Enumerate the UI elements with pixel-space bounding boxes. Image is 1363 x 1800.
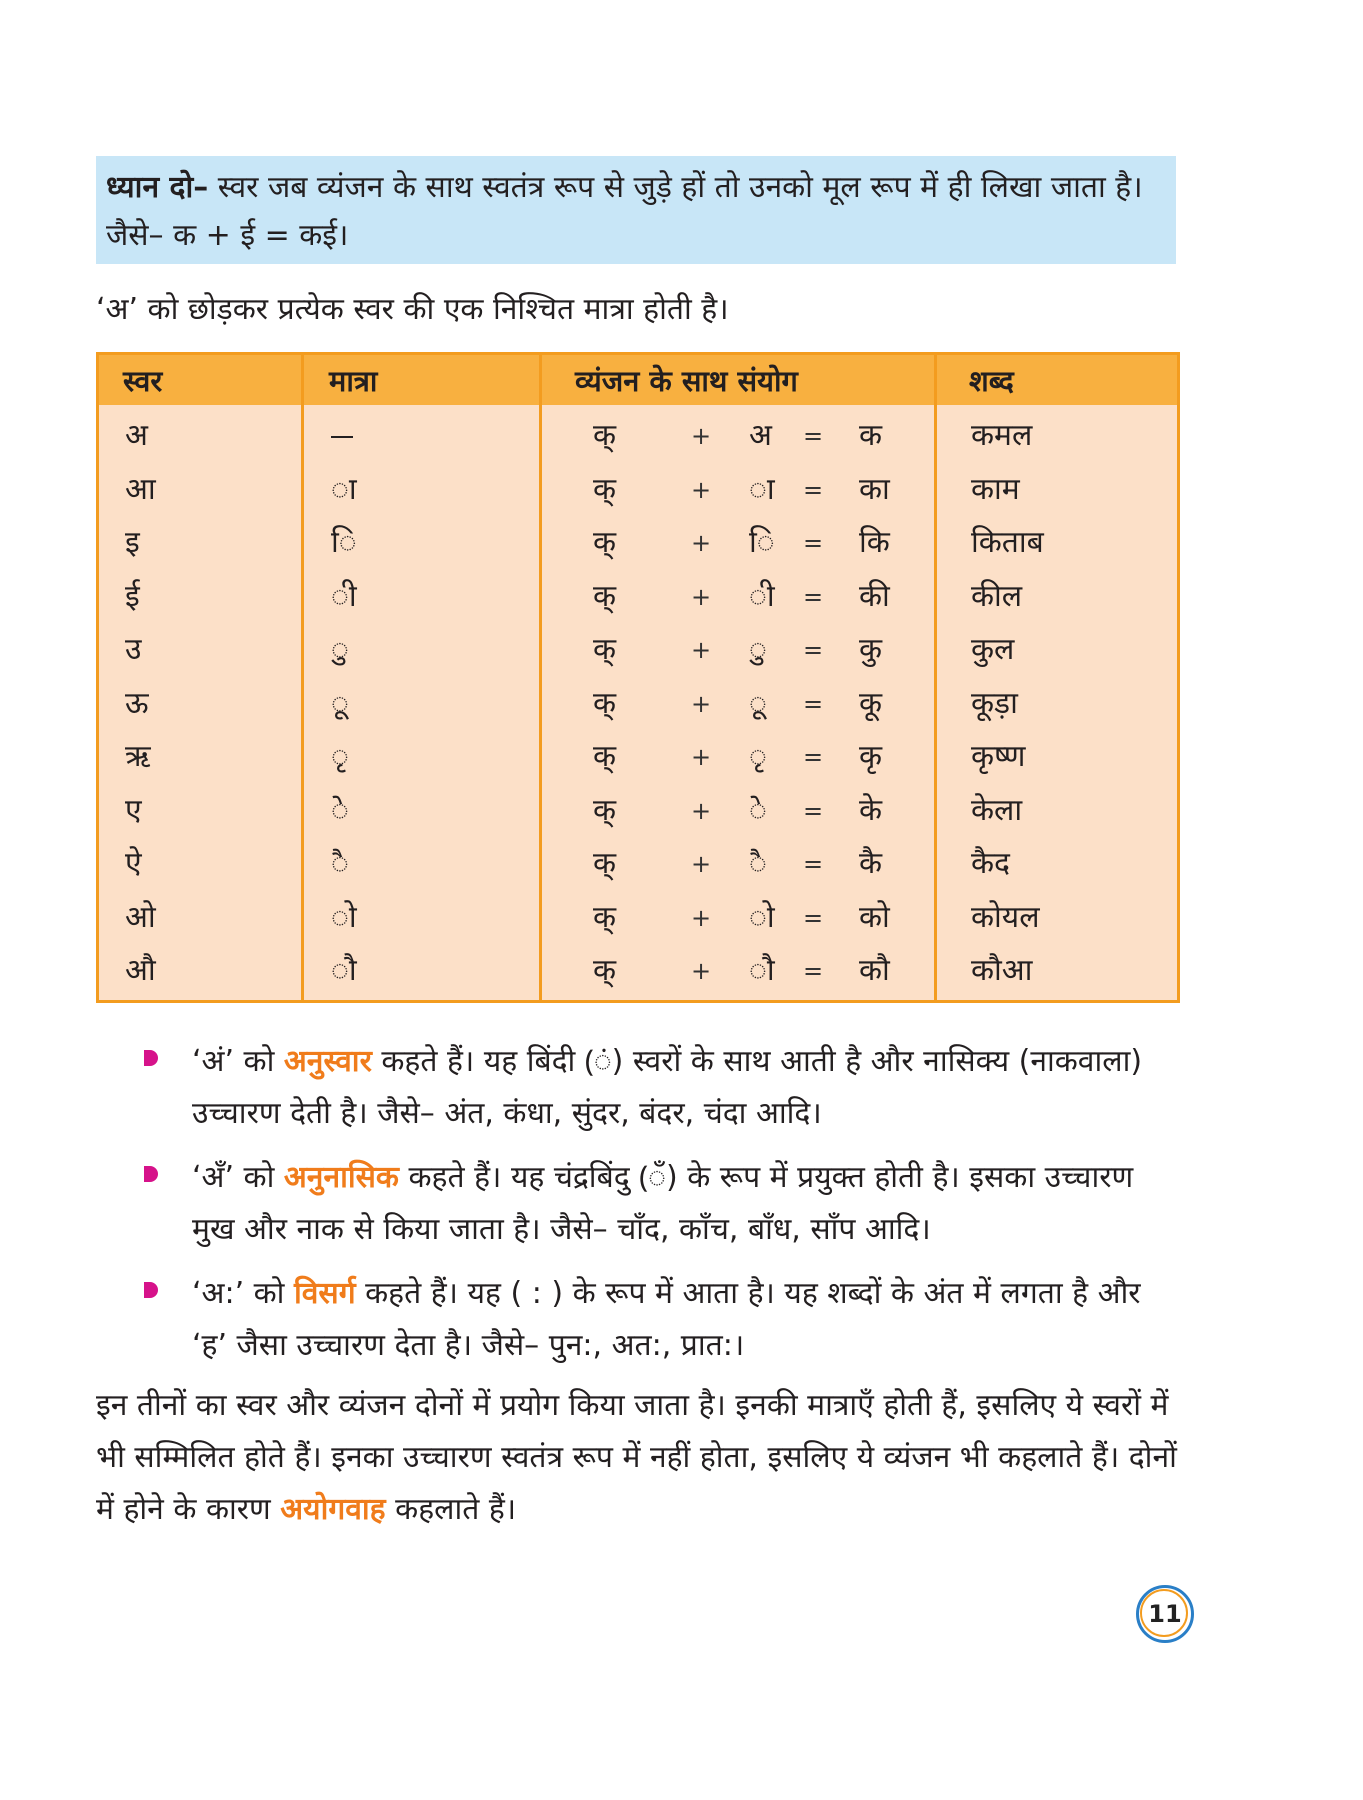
bullet-marker-icon xyxy=(144,1166,158,1182)
cell-matra-combined: ू xyxy=(749,685,767,721)
cell-result: की xyxy=(859,578,890,614)
cell-consonant: क् xyxy=(593,578,617,614)
header-matra: मात्रा xyxy=(329,364,378,398)
cell-matra-combined: ा xyxy=(749,471,775,507)
cell-matra-combined: ृ xyxy=(749,739,767,774)
cell-matra: ृ xyxy=(331,739,349,774)
cell-matra: े xyxy=(331,792,349,828)
bullet-post: कहते हैं। यह चंद्रबिंदु (ँ) के रूप में प्रयुक्त होती है। इसका उच्चारण मुख और नाक से किया जाता है। जैसे– चाँद, काँच, बाँध, साँप आदि। xyxy=(192,1160,1134,1247)
cell-consonant: क् xyxy=(593,418,617,453)
bullet-list xyxy=(150,1036,1180,1384)
cell-plus: + xyxy=(691,689,712,718)
cell-result: कू xyxy=(859,685,883,721)
table-row xyxy=(99,570,1177,624)
cell-plus: + xyxy=(691,743,712,771)
cell-matra xyxy=(331,415,353,457)
table-row xyxy=(99,891,1177,945)
note-text: स्वर जब व्यंजन के साथ स्वतंत्र रूप से जुड़े हों तो उनको मूल रूप में ही लिखा जाता है। जैसे– क + ई = कई। xyxy=(106,170,1143,253)
bullet-anusvar xyxy=(150,1036,1180,1140)
header-sanyog: व्यंजन के साथ संयोग xyxy=(575,364,798,398)
cell-swar: ऋ xyxy=(125,739,151,774)
cell-matra-combined: ी xyxy=(749,578,775,614)
closing-post: कहलाते हैं। xyxy=(385,1492,517,1527)
dash-icon xyxy=(331,436,353,438)
cell-matra: ै xyxy=(331,846,349,881)
cell-equals: = xyxy=(803,796,824,825)
cell-swar: अ xyxy=(125,418,148,453)
cell-word: कैद xyxy=(971,846,1010,881)
term-anusvar: अनुस्वार xyxy=(283,1044,372,1079)
cell-consonant: क् xyxy=(593,846,617,881)
bullet-visarg xyxy=(150,1268,1180,1372)
cell-word: काम xyxy=(971,471,1020,507)
cell-word: कुल xyxy=(971,632,1015,667)
cell-swar: ई xyxy=(125,578,140,614)
cell-consonant: क् xyxy=(593,899,617,935)
cell-result: कि xyxy=(859,525,890,560)
table-row xyxy=(99,516,1177,570)
cell-equals: = xyxy=(803,582,824,611)
cell-equals: = xyxy=(803,903,824,932)
cell-equals: = xyxy=(803,850,824,878)
table-row xyxy=(99,944,1177,998)
cell-word: किताब xyxy=(971,525,1044,560)
vowel-matra-table xyxy=(96,352,1180,1003)
cell-matra: ौ xyxy=(331,953,357,988)
term-ayogvah: अयोगवाह xyxy=(280,1492,386,1527)
table-row xyxy=(99,409,1177,463)
header-swar: स्वर xyxy=(123,364,163,398)
cell-consonant: क् xyxy=(593,685,617,721)
cell-result: क xyxy=(859,418,883,453)
cell-word: केला xyxy=(971,792,1023,828)
cell-plus: + xyxy=(691,850,712,878)
cell-equals: = xyxy=(803,957,824,985)
cell-word: कमल xyxy=(971,418,1033,453)
cell-matra-combined: ै xyxy=(749,846,767,881)
cell-result: कृ xyxy=(859,739,883,774)
cell-matra: ी xyxy=(331,578,357,614)
cell-plus: + xyxy=(691,957,712,985)
cell-result: कु xyxy=(859,632,883,667)
cell-plus: + xyxy=(691,636,712,664)
cell-equals: = xyxy=(803,636,824,664)
intro-text: ‘अ’ को छोड़कर प्रत्येक स्वर की एक निश्चित मात्रा होती है। xyxy=(96,292,729,327)
bullet-post: कहते हैं। यह बिंदी (ं) स्वरों के साथ आती है और नासिक्य (नाकवाला) उच्चारण देती है। जैसे– अंत, कंधा, सुंदर, बंदर, चंदा आदि। xyxy=(192,1044,1143,1131)
cell-result: को xyxy=(859,899,890,935)
cell-matra: ु xyxy=(331,632,349,667)
bullet-pre: ‘अँ’ को xyxy=(192,1160,284,1195)
cell-result: कौ xyxy=(859,953,890,988)
bullet-marker-icon xyxy=(144,1050,158,1066)
bullet-pre: ‘अं’ को xyxy=(192,1044,284,1079)
cell-equals: = xyxy=(803,475,824,504)
cell-matra-combined: े xyxy=(749,792,767,828)
cell-plus: + xyxy=(691,582,712,611)
cell-plus: + xyxy=(691,529,712,557)
bullet-pre: ‘अ:’ को xyxy=(192,1276,294,1311)
cell-equals: = xyxy=(803,529,824,557)
cell-consonant: क् xyxy=(593,632,617,667)
cell-matra-combined: अ xyxy=(749,418,772,453)
cell-swar: औ xyxy=(125,953,156,988)
table-row xyxy=(99,837,1177,891)
cell-word: कृष्ण xyxy=(971,739,1026,774)
cell-plus: + xyxy=(691,475,712,504)
cell-matra-combined: ि xyxy=(749,525,775,560)
cell-swar: ऐ xyxy=(125,846,142,881)
cell-matra-combined: ु xyxy=(749,632,767,667)
cell-matra: ि xyxy=(331,525,357,560)
table-row xyxy=(99,677,1177,731)
cell-matra-combined: ौ xyxy=(749,953,775,988)
cell-swar: आ xyxy=(125,471,156,507)
cell-result: का xyxy=(859,471,890,507)
cell-result: के xyxy=(859,792,883,828)
note-box xyxy=(96,156,1176,264)
page-number: 11 xyxy=(1148,1600,1182,1628)
cell-matra: ा xyxy=(331,471,357,507)
cell-swar: उ xyxy=(125,632,142,667)
closing-pre: इन तीनों का स्वर और व्यंजन दोनों में प्रयोग किया जाता है। इनकी मात्राएँ होती हैं, इसलिए ये स्वरों में भी सम्मिलित होते हैं। इनका उच्चारण स्वतंत्र रूप में नहीं होता, इसलिए ये व्यंजन भी कहलाते हैं। दोनों में होने के कारण xyxy=(96,1388,1177,1527)
term-visarg: विसर्ग xyxy=(293,1276,356,1311)
cell-consonant: क् xyxy=(593,953,617,988)
cell-plus: + xyxy=(691,422,712,450)
note-label: ध्यान दो– xyxy=(106,170,209,205)
bullet-anunasik xyxy=(150,1152,1180,1256)
cell-word: कोयल xyxy=(971,899,1040,935)
cell-consonant: क् xyxy=(593,471,617,507)
cell-plus: + xyxy=(691,903,712,932)
cell-equals: = xyxy=(803,689,824,718)
cell-equals: = xyxy=(803,743,824,771)
cell-consonant: क् xyxy=(593,525,617,560)
bullet-marker-icon xyxy=(144,1282,158,1298)
cell-matra-combined: ो xyxy=(749,899,775,935)
cell-result: कै xyxy=(859,846,883,881)
cell-swar: इ xyxy=(125,525,140,560)
bullet-post: कहते हैं। यह ( : ) के रूप में आता है। यह शब्दों के अंत में लगता है और ‘ह’ जैसा उच्चारण देता है। जैसे– पुन:, अत:, प्रात:। xyxy=(192,1276,1141,1363)
cell-plus: + xyxy=(691,796,712,825)
cell-word: कील xyxy=(971,578,1023,614)
term-anunasik: अनुनासिक xyxy=(283,1160,399,1195)
cell-matra: ू xyxy=(331,685,349,721)
cell-word: कूड़ा xyxy=(971,685,1018,721)
table-row xyxy=(99,730,1177,784)
cell-word: कौआ xyxy=(971,953,1033,988)
cell-swar: ओ xyxy=(125,899,156,935)
cell-equals: = xyxy=(803,422,824,450)
table-row xyxy=(99,463,1177,517)
cell-swar: ऊ xyxy=(125,685,149,721)
cell-consonant: क् xyxy=(593,739,617,774)
table-row xyxy=(99,784,1177,838)
cell-consonant: क् xyxy=(593,792,617,828)
closing-paragraph xyxy=(96,1380,1180,1536)
header-shabd: शब्द xyxy=(969,364,1014,398)
table-header xyxy=(99,355,1177,405)
cell-swar: ए xyxy=(125,792,142,828)
table-row xyxy=(99,623,1177,677)
page-number-badge xyxy=(1136,1585,1194,1643)
cell-matra: ो xyxy=(331,899,357,935)
